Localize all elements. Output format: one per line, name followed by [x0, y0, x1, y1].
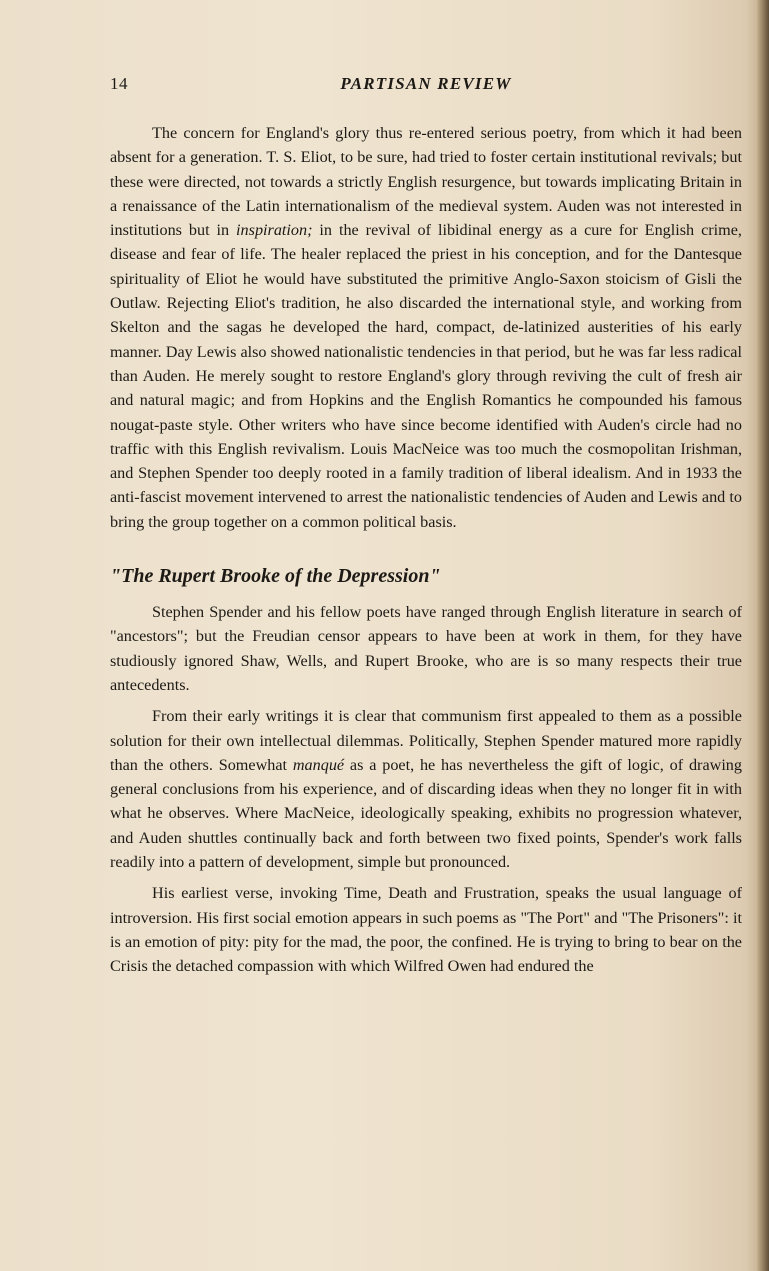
page-number: 14 — [110, 74, 128, 93]
paragraph-1-part-b: in the revival of libidinal energy as a cure for English crime, disease and fear of life. The healer replaced the priest in his conception, and for the Dantesque spirituality of Eliot he would have substituted the primitive Anglo-Saxon stoicism of Gisli the Outlaw. Rejecting Eliot's tradition, he also discarded the international style, and working from Skelton and the sagas he developed the hard, compact, de-latinized austerities of his early manner. Day Lewis also showed nationalistic tendencies in that period, but he was far less radical than Auden. He merely sought to restore England's glory through reviving the cult of fresh air and natural magic; and from Hopkins and the English Romantics he compounded his famous nougat-paste style. Other writers who have since become identified with Auden's circle had no traffic with this English revivalism. Louis MacNeice was too much the cosmopolitan Irishman, and Stephen Spender too deeply rooted in a family tradition of liberal idealism. And in 1933 the anti-fascist movement intervened to arrest the nationalistic tendencies of Auden and Lewis and to bring the group together on a common political basis. — [110, 221, 742, 531]
page-header — [110, 74, 742, 100]
emphasis-inspiration: inspiration; — [236, 221, 313, 240]
paragraph-3 — [110, 704, 742, 874]
paragraph-1-part-a: The concern for England's glory thus re-entered serious poetry, from which it had been absent for a generation. T. S. Eliot, to be sure, had tried to foster certain institutional revivals; but these were directed, not towards a strictly English resurgence, but towards implicating Britain in a renaissance of the Latin internationalism of the medieval system. Auden was not interested in institutions but in — [110, 124, 742, 240]
emphasis-manque: manqué — [292, 755, 345, 774]
paragraph-4: His earliest verse, invoking Time, Death and Frustration, speaks the usual language of introversion. His first social emotion appears in such poems as "The Port" and "The Prisoners": it is an emotion of pity: pity for the mad, the poor, the confined. He is trying to bring to bear on the Crisis the detached compassion with which Wilfred Owen had endured the — [110, 884, 742, 976]
paragraph-3-part-b: as a poet, he has nevertheless the gift of logic, of drawing general conclusions from his experience, and of discarding ideas when they no longer fit in with what he observes. Where MacNeice, ideologically speaking, exhibits no progression whatever, and Auden shuttles continually back and forth between two fixed points, Spender's work falls readily into a pattern of development, simple but pronounced. — [110, 755, 742, 872]
body-text — [110, 121, 742, 979]
paragraph-2: Stephen Spender and his fellow poets have ranged through English literature in search of "ancestors"; but the Freudian censor appears to have been at work in them, for they have studiously ignored Shaw, Wells, and Rupert Brooke, who are is so many respects their true antecedents. — [110, 603, 742, 694]
running-title: PARTISAN REVIEW — [340, 74, 512, 93]
paragraph-1 — [110, 121, 742, 534]
paragraph-3-part-a: From their early writings it is clear that communism first appealed to them as a possible solution for their own intellectual dilemmas. Politically, Stephen Spender matured more rapidly than the others. Somewhat — [110, 707, 742, 774]
book-spine-edge — [757, 0, 769, 1271]
section-heading: "The Rupert Brooke of the Depression" — [110, 565, 441, 588]
